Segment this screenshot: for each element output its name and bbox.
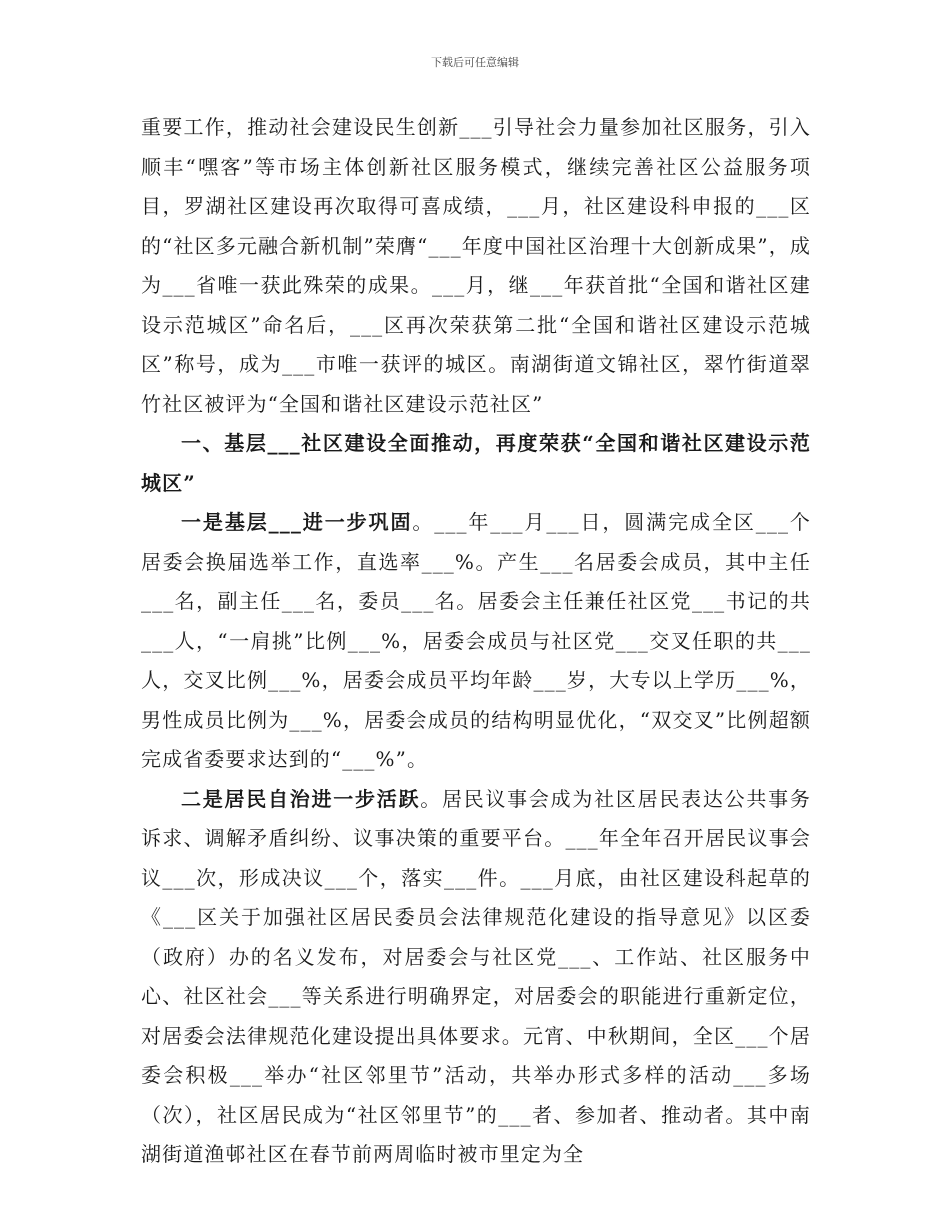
paragraph-lead: 一是基层___进一步巩固 bbox=[181, 510, 413, 534]
page-header: 下载后可任意编辑 bbox=[431, 56, 519, 69]
paragraph-intro: 重要工作，推动社会建设民生创新___引导社会力量参加社区服务，引入顺丰“嘿客”等市场主体创新社区服务模式，继续完善社区公益服务项目，罗湖社区建设再次取得可喜成绩，___月，社区建设科申报的___区的“社区多元融合新机制”荣膺“___年度中国社区治理十大创新成果”，成为___省唯一获此殊荣的成果。___月，继___年获首批“全国和谐社区建设示范城区”命名后，___区再次荣获第二批“全国和谐社区建设示范城区”称号，成为___市唯一获评的城区。南湖街道文锦社区，翠竹街道翠竹社区被评为“全国和谐社区建设示范社区” bbox=[141, 115, 811, 416]
paragraph-text: 。居民议事会成为社区居民表达公共事务诉求、调解矛盾纠纷、议事决策的重要平台。___年全年召开居民议事会议___次，形成决议___个，落实___件。___月底，由社区建设科起草的《___区关于加强社区居民委员会法律规范化建设的指导意见》以区委（政府）办的名义发布，对居委会与社区党___、工作站、社区服务中心、社区社会___等关系进行明确界定，对居委会的职能进行重新定位，对居委会法律规范化建设提出具体要求。元宵、中秋期间，全区___个居委会积极___举办“社区邻里节”活动，共举办形式多样的活动___多场（次），社区居民成为“社区邻里节”的___者、参加者、推动者。其中南湖街道渔邨社区在春节前两周临时被市里定为全 bbox=[141, 786, 811, 1166]
paragraph-lead: 二是居民自治进一步活跃 bbox=[181, 786, 421, 811]
section-heading: 一、基层___社区建设全面推动，再度荣获“全国和谐社区建设示范城区” bbox=[141, 431, 811, 495]
paragraph-autonomy bbox=[141, 780, 811, 1175]
paragraph-grassroots bbox=[141, 503, 811, 780]
document-body bbox=[141, 108, 811, 1175]
paragraph-text: 。___年___月___日，圆满完成全区___个居委会换届选举工作，直选率___%。产生___名居委会成员，其中主任___名，副主任___名，委员___名。居委会主任兼任社区党___书记的共___人，“一肩挑”比例___%，居委会成员与社区党___交叉任职的共___人，交叉比例___%，居委会成员平均年龄___岁，大专以上学历___%，男性成员比例为___%，居委会成员的结构明显优化，“双交叉”比例超额完成省委要求达到的“___%”。 bbox=[141, 510, 811, 771]
